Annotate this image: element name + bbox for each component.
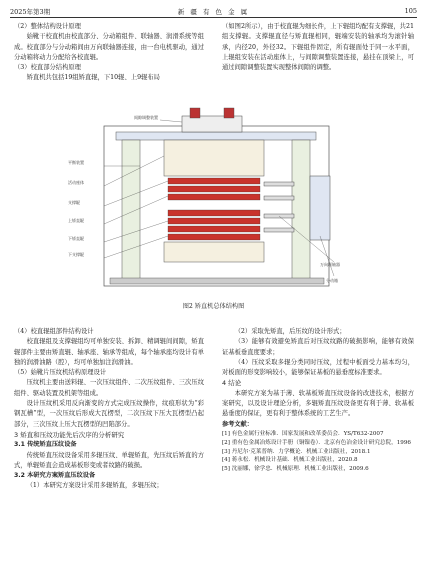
paragraph: 本研究方案为基于薄、软基板矫直压纹设备的改进技术，根据方案研究，以及设计理论分析，多辊矫直压纹设备更有利于薄、软基板悬垂度的保证，更有利于整体系统的工艺生产。 bbox=[222, 389, 414, 418]
paragraph: 传统矫直压纹设备采用多辊压纹、单辊矫直，先压纹后矫直的方式，单辊矫直会造成基板形变或者纹路的破损。 bbox=[14, 451, 204, 469]
right-column-bottom bbox=[222, 327, 414, 474]
figure-label: 下支撑辊 bbox=[68, 252, 84, 257]
paragraph: （4）压纹采取多辊分类同时压纹，过程中板面受力基本均匀，对板面的形变影响较小，能够保证基板的悬垂度标准要求。 bbox=[222, 358, 414, 377]
reference-item: [2] 重有色金属冶炼设计手册（铜镍卷）．北京有色冶金设计研究总院，1996 bbox=[222, 439, 411, 446]
straightener-structure-drawing bbox=[64, 106, 364, 306]
subsection-heading: 3.1 传统矫直压纹设备 bbox=[14, 441, 77, 449]
figure-label: 活动座体 bbox=[68, 180, 84, 185]
subheading: （5）始靴片压纹机结构原理设计 bbox=[14, 369, 107, 377]
left-column-top bbox=[14, 22, 204, 84]
issue-label: 2025年第3期 bbox=[10, 8, 51, 16]
journal-title: 新 疆 有 色 金 属 bbox=[177, 8, 250, 16]
paragraph: （如图2所示），由于校直辊为细长件，上下辊组均配有支撑辊，共21组支撑辊。支撑辊直径与矫直辊相同，辊端安装的轴承均为滚针轴承，内径20，外径32。下辊组件固定，所有辊面处于同一水平面，上辊组安装在活动座体上，与间隙调整装置连接，悬挂在顶梁上，可通过间隙调整装置实现整体间隙的调整。 bbox=[222, 23, 414, 72]
figure-label: 上矫直辊 bbox=[68, 218, 84, 223]
reference-item: [5] 沈丽娜，徐学忠．机械原理．机械工业出版社，2009.6 bbox=[222, 466, 369, 473]
left-column-bottom bbox=[14, 327, 204, 492]
header-rule bbox=[10, 17, 417, 18]
figure-label: 分动箱 bbox=[326, 278, 338, 283]
paragraph: 校直辊组及支撑辊组均可单独安装、拆卸、精调辊间间隙，矫直辊部件主要由矫直辊、轴承座、轴承等组成，每个轴承座均设计有单独的润滑油路（腔），均可单独加注润滑油。 bbox=[14, 338, 204, 366]
paragraph: （1）本研究方案设计采用多辊矫直，多辊压纹； bbox=[26, 482, 163, 490]
page-number: 105 bbox=[404, 7, 417, 15]
figure-label: 间隙调整装置 bbox=[134, 115, 158, 120]
paragraph: 始靴干校直机由校直部分、分动箱组件、联轴器、润滑系统等组成。校直部分与分动箱间由万向联轴器连接，由一台电机驱动，通过分动箱将动力分配给各校直辊。 bbox=[14, 33, 204, 61]
paragraph: 矫直机共包括19组矫直辊，下10辊、上9辊布局 bbox=[26, 74, 160, 82]
section-heading: 4 结论 bbox=[222, 379, 242, 388]
right-column-top bbox=[222, 22, 414, 73]
subsection-heading: 3.2 本研究方案矫直压纹设备 bbox=[14, 472, 96, 480]
subheading: （2）整体结构设计原理 bbox=[14, 23, 81, 30]
figure-label: 下矫直辊 bbox=[68, 236, 84, 241]
section-heading: 3 矫直和压纹功能先后次序的分析研究 bbox=[14, 430, 125, 439]
figure-label: 支撑辊 bbox=[68, 200, 80, 205]
paragraph: （3）能够有效避免矫直后对压纹纹路的破损影响，能够有效保证基板垂直度要求； bbox=[222, 338, 414, 356]
figure-label: 平衡装置 bbox=[68, 160, 84, 165]
page-header bbox=[10, 5, 417, 17]
figure-label: 万向联轴器 bbox=[320, 262, 340, 267]
paragraph: （2）采取先矫直，后压纹的设计形式； bbox=[234, 328, 346, 335]
paragraph: 压纹机主要由送料辊、一次压纹组件、二次压纹组件、三次压纹组件、驱动装置及机架等组成。 bbox=[14, 379, 204, 397]
reference-item: [3] 丹尼尔·克莱普纳．力学概论．机械工业出版社，2018.1 bbox=[222, 448, 371, 455]
reference-item: [1] 有色金属行业标准．国家发展和改革委员会．YS/T632-2007 bbox=[222, 430, 384, 437]
figure-caption: 图2 矫直机总体结构图 bbox=[182, 303, 245, 310]
paragraph: 设计压纹机采用反向渐变的方式完成压纹操作，纹痕形状为“彩钢瓦槽”型，一次压纹后形成大瓦楞型，二次压纹下压大瓦楞型凸起部分，三次压纹上压大瓦楞型的凹陷部分。 bbox=[14, 400, 204, 428]
reference-item: [4] 蒋永松．机械设计基础．机械工业出版社，2020.8 bbox=[222, 457, 358, 464]
subheading: （4）校直辊组部件结构设计 bbox=[14, 328, 94, 335]
subsection-heading: 参考文献： bbox=[222, 420, 253, 428]
subheading: （3）校直部分结构原理 bbox=[14, 64, 81, 72]
